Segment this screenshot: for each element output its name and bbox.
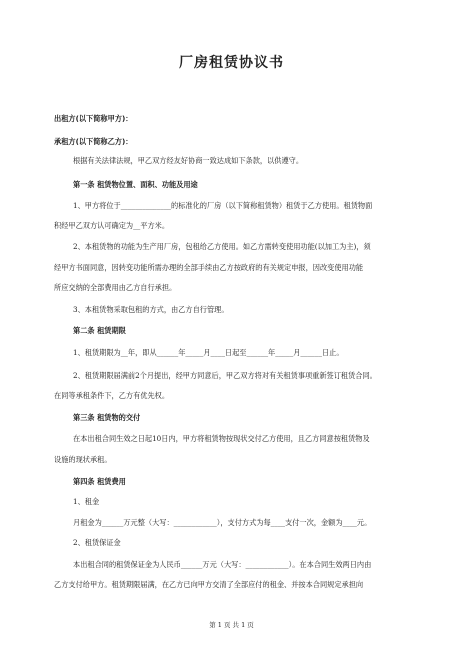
article-1-heading: 第一条 租赁物位置、面积、功能及用途 — [73, 180, 198, 189]
article-2-heading: 第二条 租赁期限 — [73, 326, 126, 335]
article-3-para-1-line-2: 设施的现状承租。 — [54, 455, 112, 464]
page-footer: 第 1 页 共 1 页 — [209, 621, 254, 629]
page-title: 厂房租赁协议书 — [179, 55, 284, 71]
article-2-para-2-line-1: 2、租赁期限届满前2个月提出，经甲方同意后，甲乙双方将对有关租赁事项重新签订租赁合同。 — [73, 371, 377, 380]
article-1-para-2-line-1: 2、本租赁物的功能为生产用厂房，包租给乙方使用。如乙方需转变使用功能(以加工为主)，须 — [73, 242, 371, 251]
deposit-line-2: 乙方支付给甲方。租赁期限届满，在乙方已向甲方交清了全部应付的租金、并按本合同规定承担向 — [54, 580, 364, 589]
rent-label: 1、租金 — [73, 497, 100, 506]
party-a-label: 出租方(以下简称甲方)： — [54, 114, 133, 123]
article-1-para-2-line-3: 所应交纳的全部费用由乙方自行承担。 — [54, 283, 177, 292]
deposit-label: 2、租赁保证金 — [73, 538, 121, 547]
preamble-text: 根据有关法律法规，甲乙双方经友好协商一致达成如下条款，以供遵守。 — [73, 156, 304, 165]
article-3-heading: 第三条 租赁物的交付 — [73, 413, 141, 422]
article-1-para-1-line-1: 1、甲方将位于______________的标准化的厂房（以下简称租赁物）租赁于乙方使用。租赁物面 — [73, 201, 373, 210]
deposit-line-1: 本出租合同的租赁保证金为人民币______万元（大写：____________）。在本合同生效两日内由 — [73, 560, 372, 569]
article-2-para-1: 1、租赁期限为__年，即从______年_____月____日起至______年_____月______日止。 — [73, 348, 344, 357]
article-4-heading: 第四条 租赁费用 — [73, 477, 126, 486]
rent-line: 月租金为______万元整（大写：____________），支付方式为每____支付一次，金额为____元。 — [73, 518, 372, 527]
party-b-label: 承租方(以下简称乙方)： — [54, 137, 133, 146]
article-1-para-1-line-2: 积经甲乙双方认可确定为__平方米。 — [54, 221, 170, 230]
article-1-para-3: 3、本租赁物采取包租的方式，由乙方自行管理。 — [73, 305, 229, 314]
article-2-para-2-line-2: 在同等承租条件下，乙方有优先权。 — [54, 391, 170, 400]
article-1-para-2-line-2: 经甲方书面同意，因转变功能所需办理的全部手续由乙方按政府的有关规定申报，因改变使用功能 — [54, 263, 364, 272]
article-3-para-1-line-1: 在本出租合同生效之日起10日内，甲方将租赁物按现状交付乙方使用，且乙方同意按租赁物及 — [73, 434, 370, 443]
